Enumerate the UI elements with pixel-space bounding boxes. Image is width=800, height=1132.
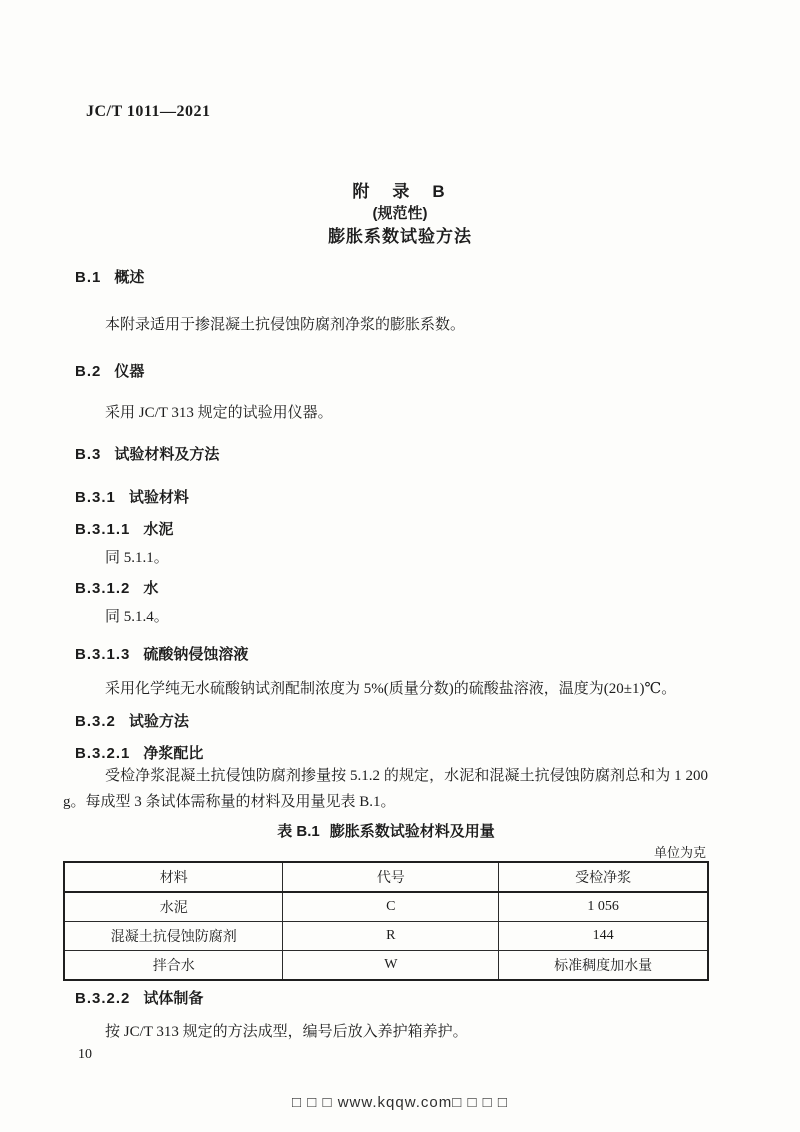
- table-cell: C: [283, 892, 499, 922]
- table-header-symbol: 代号: [283, 862, 499, 892]
- table-cell: W: [283, 951, 499, 981]
- table-header-material: 材料: [64, 862, 283, 892]
- section-heading-b32: [75, 710, 189, 731]
- section-title: 试体制备: [143, 990, 204, 1007]
- paragraph-b313: 采用化学纯无水硫酸钠试剂配制浓度为 5%(质量分数)的硫酸盐溶液，温度为(20±1)℃。: [105, 681, 677, 697]
- section-number: B.2: [75, 363, 102, 380]
- table-cell: 拌合水: [64, 951, 283, 981]
- appendix-title-line3: 膨胀系数试验方法: [328, 227, 472, 246]
- table-cell: 144: [499, 922, 708, 951]
- section-number: B.3.1.1: [75, 521, 131, 538]
- appendix-title-line2: (规范性): [372, 205, 428, 222]
- section-heading-b31: [75, 486, 189, 507]
- section-number: B.3.2: [75, 713, 116, 730]
- table-row: [64, 892, 708, 922]
- section-heading-b322: [75, 987, 203, 1008]
- appendix-title-line1: 附 录 B: [352, 182, 448, 201]
- section-title: 净浆配比: [143, 745, 204, 762]
- table-header-row: [64, 862, 708, 892]
- section-title: 试验方法: [128, 713, 189, 730]
- section-heading-b312: [75, 577, 158, 598]
- standard-code-header: JC/T 1011—2021: [86, 103, 211, 120]
- section-number: B.1: [75, 269, 102, 286]
- table-cell: 混凝土抗侵蚀防腐剂: [64, 922, 283, 951]
- table-cell: 标准稠度加水量: [499, 951, 708, 981]
- section-number: B.3.1: [75, 489, 116, 506]
- section-title: 概述: [114, 269, 145, 286]
- section-title: 水: [143, 580, 159, 597]
- paragraph-b321: 受检净浆混凝土抗侵蚀防腐剂掺量按 5.1.2 的规定，水泥和混凝土抗侵蚀防腐剂总和为 1 200 g。每成型 3 条试体需称量的材料及用量见表 B.1。: [63, 768, 708, 810]
- paragraph-b312: 同 5.1.4。: [105, 609, 169, 625]
- section-number: B.3.2.2: [75, 990, 131, 1007]
- section-number: B.3.1.2: [75, 580, 131, 597]
- paragraph-b2: 采用 JC/T 313 规定的试验用仪器。: [105, 405, 333, 421]
- materials-table: [63, 861, 709, 981]
- section-title: 硫酸钠侵蚀溶液: [143, 646, 249, 663]
- section-heading-b311: [75, 518, 173, 539]
- section-heading-b313: [75, 643, 248, 664]
- table-row: [64, 951, 708, 981]
- section-title: 水泥: [143, 521, 174, 538]
- table-header-test-paste: 受检净浆: [499, 862, 708, 892]
- table-caption-text: 膨胀系数试验材料及用量: [329, 823, 495, 840]
- section-number: B.3.1.3: [75, 646, 131, 663]
- section-heading-b2: [75, 360, 144, 381]
- section-title: 仪器: [114, 363, 145, 380]
- paragraph-b311: 同 5.1.1。: [105, 550, 169, 566]
- table-cell: R: [283, 922, 499, 951]
- paragraph-b1: 本附录适用于掺混凝土抗侵蚀防腐剂净浆的膨胀系数。: [105, 317, 466, 333]
- paragraph-b322: 按 JC/T 313 规定的方法成型，编号后放入养护箱养护。: [105, 1024, 468, 1040]
- table-cell: 水泥: [64, 892, 283, 922]
- watermark-text: □ □ □ www.kqqw.com□ □ □ □: [292, 1094, 508, 1111]
- section-heading-b3: [75, 443, 219, 464]
- table-unit-note: 单位为克: [653, 845, 706, 860]
- section-heading-b321: [75, 742, 203, 763]
- section-number: B.3.2.1: [75, 745, 131, 762]
- table-cell: 1 056: [499, 892, 708, 922]
- section-title: 试验材料及方法: [114, 446, 220, 463]
- table-caption: [63, 820, 709, 841]
- table-caption-number: 表 B.1: [277, 823, 320, 840]
- section-number: B.3: [75, 446, 102, 463]
- page-number: 10: [78, 1047, 92, 1062]
- section-heading-b1: [75, 266, 144, 287]
- appendix-title-block: [0, 181, 800, 248]
- table-row: [64, 922, 708, 951]
- section-title: 试验材料: [128, 489, 189, 506]
